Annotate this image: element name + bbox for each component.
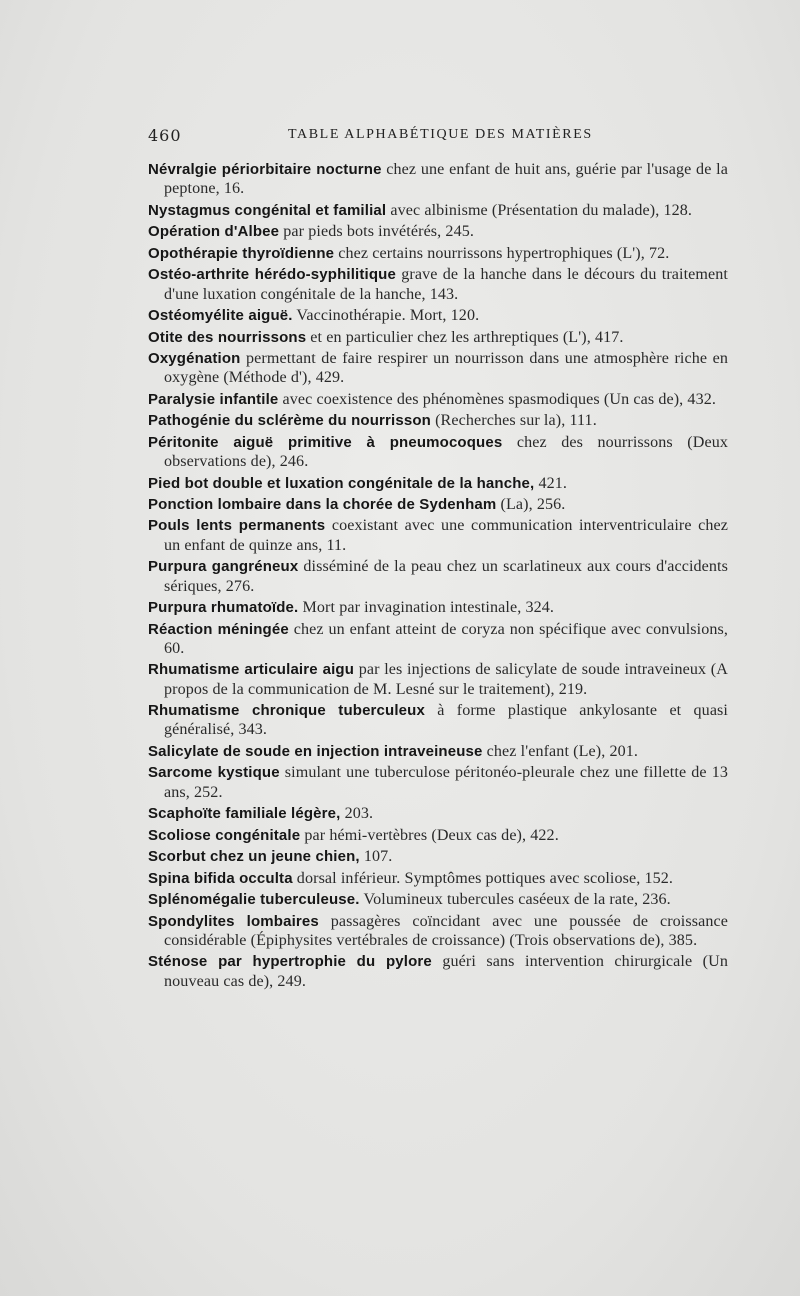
entry-text: coexistant avec une communication interventriculaire chez un enfant de quinze ans, 11. bbox=[164, 517, 728, 554]
index-entries bbox=[148, 160, 728, 993]
entry-text: 107. bbox=[359, 848, 393, 866]
entry-term: Scorbut chez un jeune chien, bbox=[148, 848, 360, 866]
index-entry bbox=[148, 701, 728, 740]
entry-term: Scoliose congénitale bbox=[148, 826, 301, 844]
entry-term: Scaphoïte familiale légère, bbox=[148, 805, 341, 823]
entry-term: Purpura rhumatoïde. bbox=[148, 599, 299, 617]
entry-term: Ponction lombaire dans la chorée de Sydenham bbox=[148, 496, 497, 513]
index-entry bbox=[148, 516, 728, 555]
page-number: 460 bbox=[148, 126, 182, 145]
entry-term: Opothérapie thyroïdienne bbox=[148, 244, 335, 262]
entry-term: Otite des nourrissons bbox=[148, 328, 307, 346]
index-entry bbox=[148, 952, 728, 991]
entry-term: Névralgie périorbitaire nocturne bbox=[148, 161, 382, 178]
index-entry bbox=[148, 598, 728, 617]
index-entry bbox=[148, 660, 728, 699]
entry-term: Rhumatisme articulaire aigu bbox=[148, 661, 355, 679]
index-entry bbox=[148, 201, 728, 220]
entry-text: par pieds bots invétérés, 245. bbox=[279, 223, 474, 241]
index-entry bbox=[148, 349, 728, 388]
entry-text: avec albinisme (Présentation du malade), 128. bbox=[386, 201, 693, 219]
entry-text: passagères coïncidant avec une poussée de croissance considérable (Épiphysites vertébrales de croissance) (Trois observations de), 385. bbox=[164, 912, 728, 949]
entry-text: chez l'enfant (Le), 201. bbox=[482, 742, 639, 760]
index-entry bbox=[148, 742, 728, 761]
entry-text: par les injections de salicylate de soude intraveineux (A propos de la communication de M. Lesné sur le traitement), 219. bbox=[164, 661, 728, 698]
index-entry bbox=[148, 222, 728, 241]
index-entry bbox=[148, 912, 728, 951]
index-entry bbox=[148, 804, 728, 823]
index-entry bbox=[148, 474, 728, 493]
entry-text: chez un enfant atteint de coryza non spécifique avec convulsions, 60. bbox=[164, 620, 728, 657]
entry-text: dorsal inférieur. Symptômes pottiques avec scoliose, 152. bbox=[292, 869, 674, 887]
entry-term: Pathogénie du sclérème du nourrisson bbox=[148, 412, 431, 430]
entry-text: à forme plastique ankylosante et quasi généralisé, 343. bbox=[164, 702, 728, 739]
entry-term: Ostéomyélite aiguë. bbox=[148, 307, 293, 325]
entry-text: chez certains nourrissons hypertrophiques (L'), 72. bbox=[334, 244, 670, 262]
entry-text: chez des nourrissons (Deux observations de), 246. bbox=[164, 433, 728, 471]
running-head: TABLE ALPHABÉTIQUE DES MATIÈRES bbox=[288, 127, 593, 142]
index-entry bbox=[148, 328, 728, 347]
index-entry bbox=[148, 390, 728, 409]
entry-text: 203. bbox=[340, 805, 374, 823]
entry-text: Mort par invagination intestinale, 324. bbox=[298, 599, 555, 617]
entry-term: Rhumatisme chronique tuberculeux bbox=[148, 702, 425, 720]
entry-text: (Recherches sur la), 111. bbox=[430, 412, 597, 430]
page-header bbox=[148, 126, 728, 146]
entry-term: Péritonite aiguë primitive à pneumocoques bbox=[148, 433, 503, 451]
entry-term: Opération d'Albee bbox=[148, 223, 280, 241]
entry-term: Paralysie infantile bbox=[148, 390, 279, 408]
entry-text: et en particulier chez les arthreptiques (L'), 417. bbox=[306, 328, 624, 346]
index-entry bbox=[148, 557, 728, 596]
entry-term: Pouls lents permanents bbox=[148, 517, 326, 535]
entry-text: grave de la hanche dans le décours du traitement d'une luxation congénitale de la hanche, 143. bbox=[164, 266, 728, 303]
entry-term: Purpura gangréneux bbox=[148, 558, 299, 576]
entry-term: Pied bot double et luxation congénitale de la hanche, bbox=[148, 474, 535, 492]
entry-term: Réaction méningée bbox=[148, 620, 289, 638]
entry-term: Spina bifida occulta bbox=[148, 869, 293, 887]
index-entry bbox=[148, 411, 728, 430]
entry-term: Splénomégalie tuberculeuse. bbox=[148, 891, 360, 909]
entry-text: disséminé de la peau chez un scarlatineux aux cours d'accidents sériques, 276. bbox=[164, 558, 728, 595]
entry-term: Sarcome kystique bbox=[148, 764, 280, 782]
entry-term: Oxygénation bbox=[148, 349, 241, 367]
entry-term: Nystagmus congénital et familial bbox=[148, 201, 387, 219]
index-entry bbox=[148, 620, 728, 659]
entry-text: Volumineux tubercules caséeux de la rate, 236. bbox=[359, 891, 671, 909]
index-entry bbox=[148, 160, 728, 199]
index-entry bbox=[148, 869, 728, 888]
index-entry bbox=[148, 495, 728, 514]
index-entry bbox=[148, 306, 728, 325]
entry-text: (La), 256. bbox=[496, 496, 566, 513]
entry-term: Sténose par hypertrophie du pylore bbox=[148, 953, 432, 971]
entry-text: permettant de faire respirer un nourrisson dans une atmosphère riche en oxygène (Méthode d'), 429. bbox=[164, 349, 728, 387]
index-entry bbox=[148, 433, 728, 472]
index-entry bbox=[148, 244, 728, 263]
entry-term: Ostéo-arthrite hérédo-syphilitique bbox=[148, 266, 396, 284]
entry-term: Spondylites lombaires bbox=[148, 912, 319, 930]
entry-text: simulant une tuberculose péritonéo-pleurale chez une fillette de 13 ans, 252. bbox=[164, 764, 728, 801]
index-entry bbox=[148, 763, 728, 802]
entry-text: Vaccinothérapie. Mort, 120. bbox=[292, 307, 480, 325]
entry-text: avec coexistence des phénomènes spasmodiques (Un cas de), 432. bbox=[278, 390, 716, 408]
index-entry bbox=[148, 890, 728, 909]
entry-text: 421. bbox=[534, 474, 568, 492]
index-entry bbox=[148, 847, 728, 866]
entry-text: par hémi-vertèbres (Deux cas de), 422. bbox=[300, 826, 559, 844]
index-entry bbox=[148, 826, 728, 845]
entry-term: Salicylate de soude en injection intraveineuse bbox=[148, 742, 483, 760]
entry-text: chez une enfant de huit ans, guérie par l'usage de la peptone, 16. bbox=[164, 161, 728, 198]
entry-text: guéri sans intervention chirurgicale (Un nouveau cas de), 249. bbox=[164, 953, 728, 990]
index-entry bbox=[148, 265, 728, 304]
